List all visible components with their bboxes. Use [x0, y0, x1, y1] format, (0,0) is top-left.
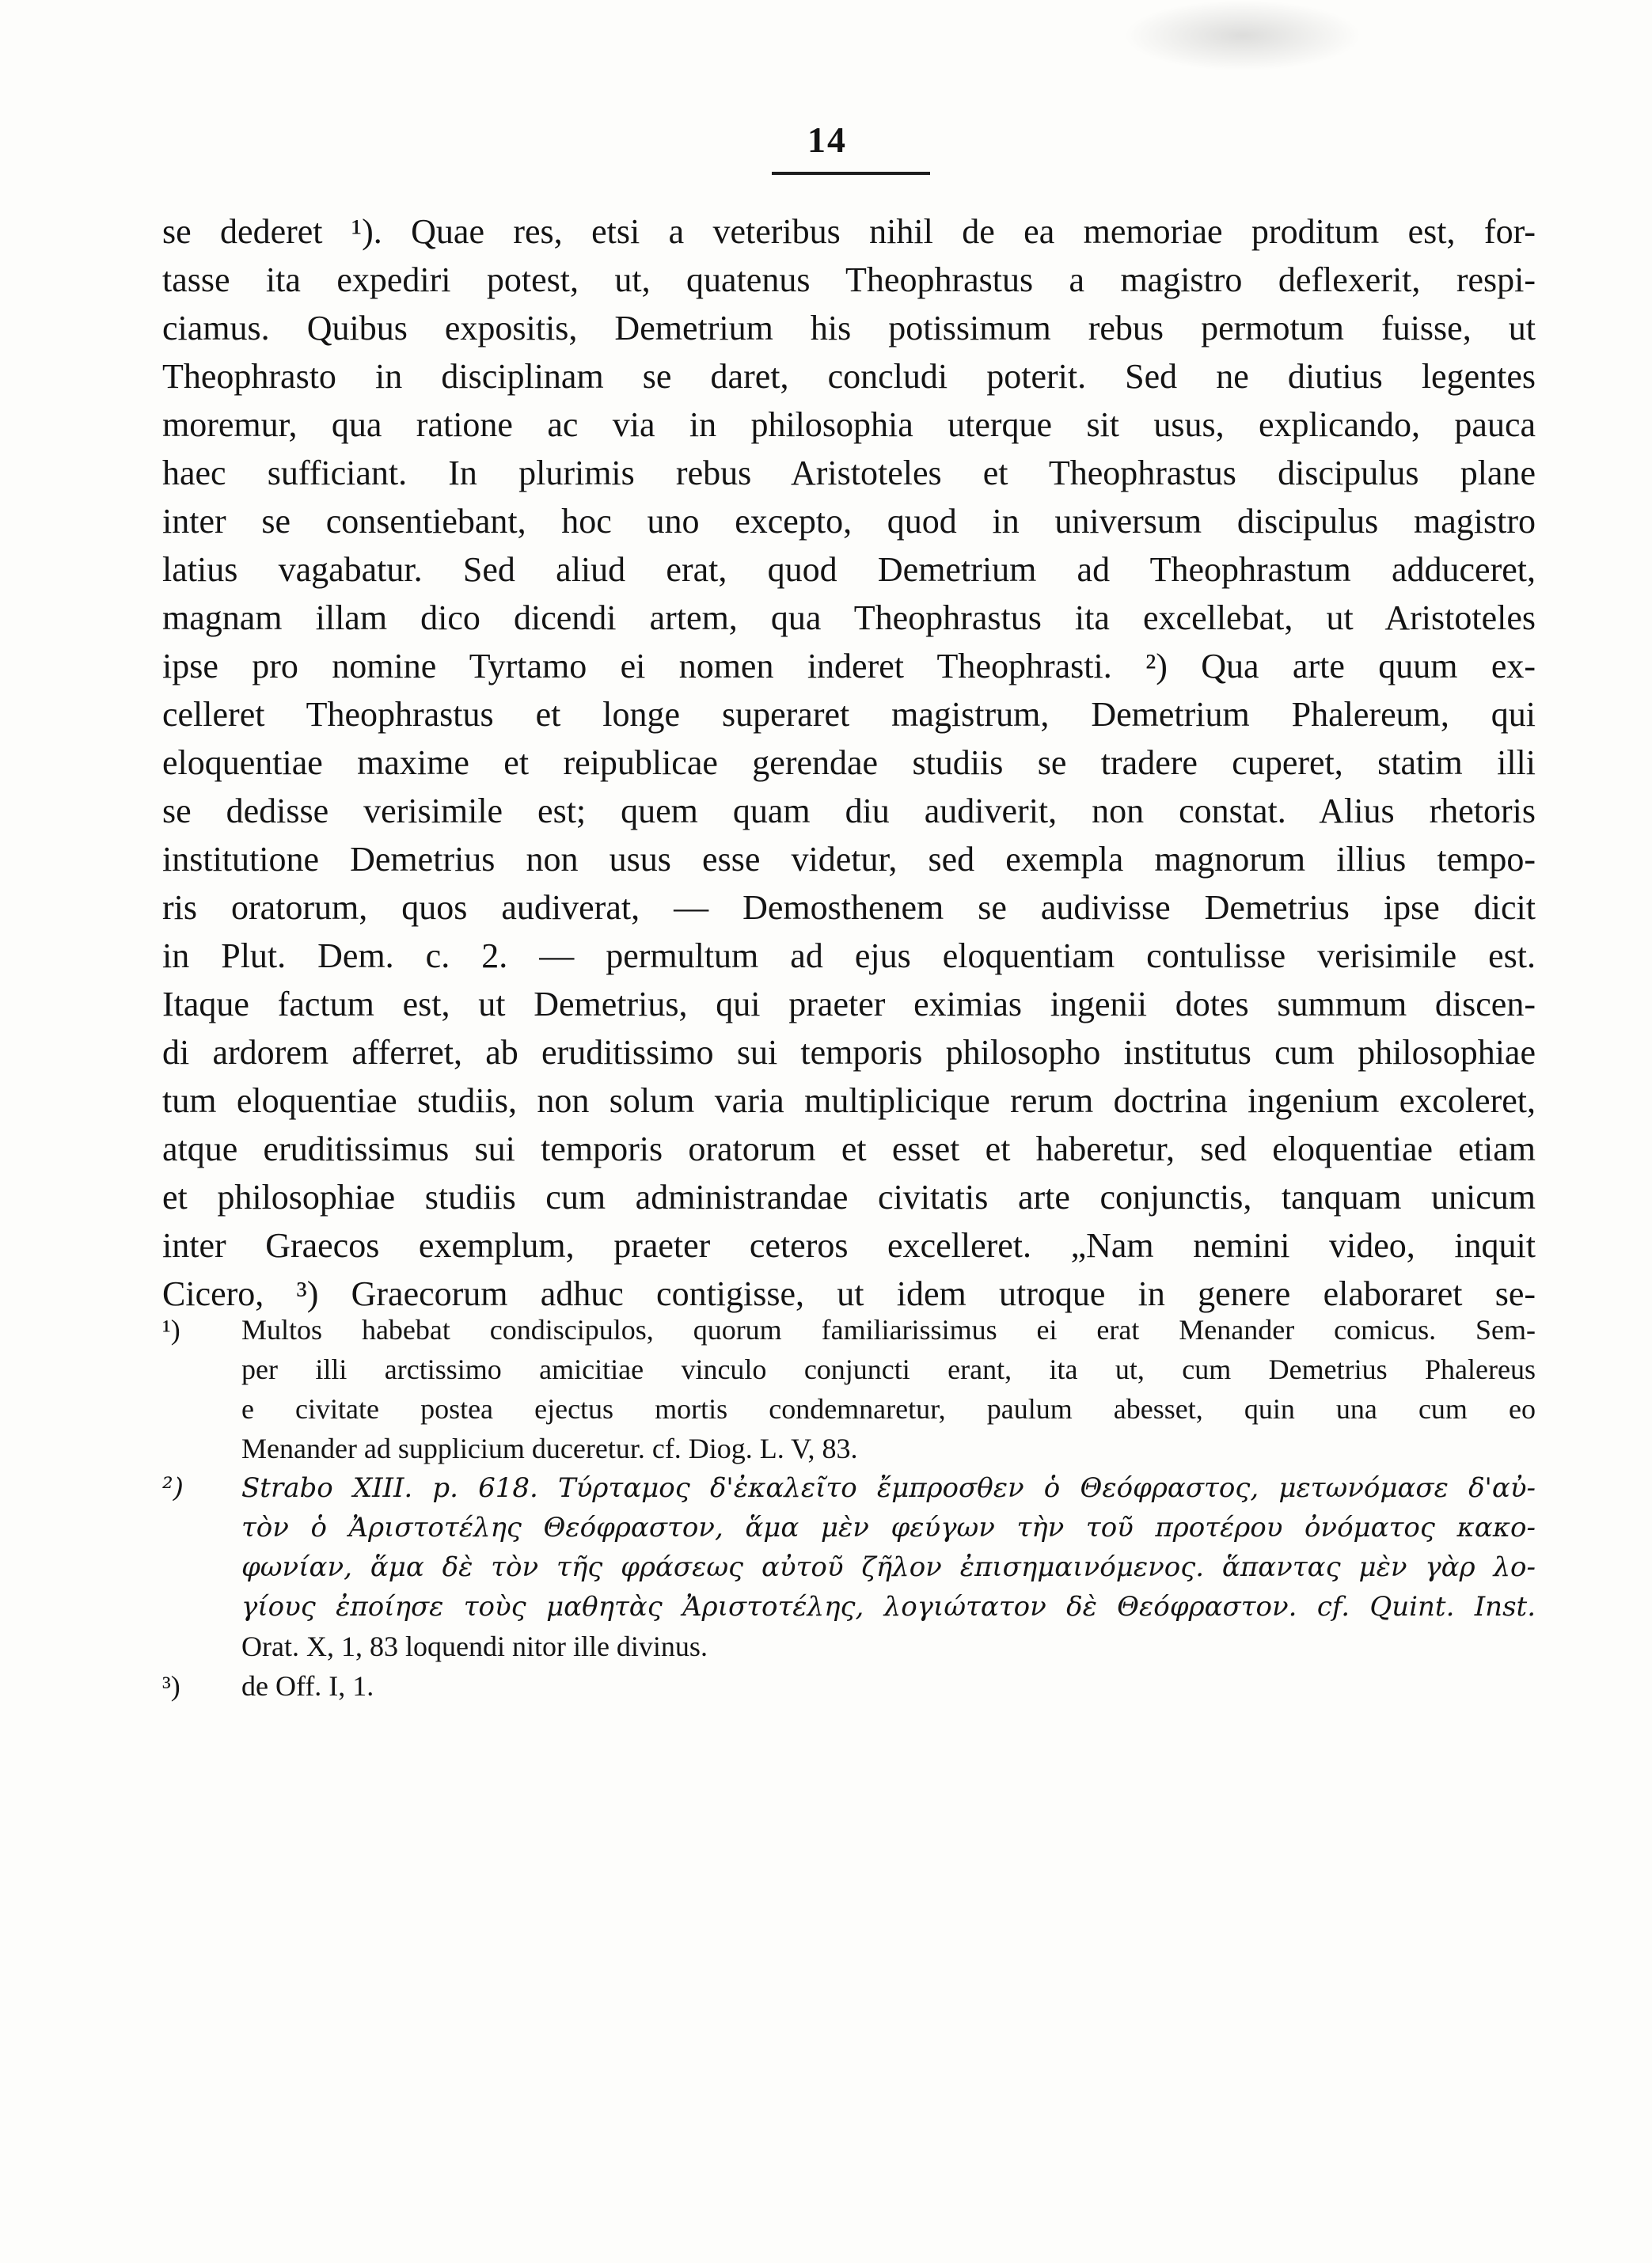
text-line: celleret Theophrastus et longe superaret magistrum, Demetrium Phalereum, qui	[162, 695, 1536, 734]
footnote-2-line: γίους ἐποίησε τοὺς μαθητὰς Ἀριστοτέλης, λογιώτατον δὲ Θεόφραστον. cf. Quint. Inst.	[241, 1591, 1536, 1623]
text-line: inter Graecos exemplum, praeter ceteros excelleret. „Nam nemini video, inquit	[162, 1226, 1536, 1265]
text-line: in Plut. Dem. c. 2. — permultum ad ejus eloquentiam contulisse verisimile est.	[162, 936, 1536, 975]
paper-stain	[1124, 0, 1361, 71]
text-line: institutione Demetrius non usus esse videtur, sed exempla magnorum illius tempo-	[162, 840, 1536, 879]
footnote-2-line: φωνίαν, ἅμα δὲ τὸν τῆς φράσεως αὐτοῦ ζῆλον ἐπισημαινόμενος. ἅπαντας μὲν γὰρ λο-	[241, 1551, 1536, 1583]
text-line: ris oratorum, quos audiverat, — Demosthenem se audivisse Demetrius ipse dicit	[162, 888, 1536, 927]
footnote-text: Strabo XIII. p. 618. Τύρταμος δ'ἐκαλεῖτο ἔμπροσθεν ὁ Θεόφραστος, μετωνόμασε δ'αὐ-	[241, 1472, 1536, 1504]
text-line: atque eruditissimus sui temporis oratorum et esset et haberetur, sed eloquentiae etiam	[162, 1130, 1536, 1168]
text-line: ipse pro nomine Tyrtamo ei nomen inderet Theophrasti. ²) Qua arte quum ex-	[162, 647, 1536, 685]
footnote-1-line	[162, 1310, 1536, 1350]
footnotes	[162, 1310, 1536, 1706]
text-line: se dedisse verisimile est; quem quam diu audiverit, non constat. Alius rhetoris	[162, 792, 1536, 830]
header-rule	[772, 172, 930, 175]
footnote-3-mark: ³)	[162, 1670, 180, 1702]
footnote-text: Multos habebat condiscipulos, quorum familiarissimus ei erat Menander comicus. Sem-	[241, 1314, 1536, 1346]
text-line: magnam illam dico dicendi artem, qua Theophrastus ita excellebat, ut Aristoteles	[162, 598, 1536, 637]
text-line: Cicero, ³) Graecorum adhuc contigisse, ut idem utroque in genere elaboraret se-	[162, 1274, 1536, 1313]
footnote-2-mark: ²)	[162, 1472, 184, 1504]
text-line: et philosophiae studiis cum administrandae civitatis arte conjunctis, tanquam unicum	[162, 1178, 1536, 1217]
text-line: ciamus. Quibus expositis, Demetrium his potissimum rebus permotum fuisse, ut	[162, 309, 1536, 347]
text-line: moremur, qua ratione ac via in philosophia uterque sit usus, explicando, pauca	[162, 405, 1536, 444]
text-line: eloquentiae maxime et reipublicae gerendae studiis se tradere cuperet, statim illi	[162, 743, 1536, 782]
footnote-3-line	[162, 1666, 1536, 1706]
footnote-1-line: Menander ad supplicium duceretur. cf. Diog. L. V, 83.	[241, 1433, 858, 1464]
footnote-2-line: Orat. X, 1, 83 loquendi nitor ille divinus.	[241, 1631, 708, 1662]
text-line: haec sufficiant. In plurimis rebus Aristoteles et Theophrastus discipulus plane	[162, 454, 1536, 492]
text-line: tum eloquentiae studiis, non solum varia multiplicique rerum doctrina ingenium excoleret,	[162, 1081, 1536, 1120]
text-line: tasse ita expediri potest, ut, quatenus Theophrastus a magistro deflexerit, respi-	[162, 260, 1536, 299]
footnote-1-mark: ¹)	[162, 1314, 180, 1346]
text-line: Theophrasto in disciplinam se daret, concludi poterit. Sed ne diutius legentes	[162, 357, 1536, 396]
footnote-2-line: τὸν ὁ Ἀριστοτέλης Θεόφραστον, ἅμα μὲν φεύγων τὴν τοῦ προτέρου ὀνόματος κακο-	[241, 1512, 1536, 1543]
text-line: di ardorem afferret, ab eruditissimo sui temporis philosopho institutus cum philosophiae	[162, 1033, 1536, 1072]
page-number: 14	[807, 120, 847, 160]
footnote-text: de Off. I, 1.	[241, 1670, 374, 1702]
text-line: se dederet ¹). Quae res, etsi a veteribus nihil de ea memoriae proditum est, for-	[162, 212, 1536, 251]
text-line: inter se consentiebant, hoc uno excepto, quod in universum discipulus magistro	[162, 502, 1536, 541]
footnote-2-line	[162, 1468, 1536, 1508]
main-text	[162, 207, 1536, 1318]
text-line: Itaque factum est, ut Demetrius, qui praeter eximias ingenii dotes summum discen-	[162, 985, 1536, 1023]
footnote-1-line: e civitate postea ejectus mortis condemnaretur, paulum abesset, quin una cum eo	[241, 1393, 1536, 1425]
footnote-1-line: per illi arctissimo amicitiae vinculo conjuncti erant, ita ut, cum Demetrius Phalereus	[241, 1354, 1536, 1385]
text-line: latius vagabatur. Sed aliud erat, quod Demetrium ad Theophrastum adduceret,	[162, 550, 1536, 589]
